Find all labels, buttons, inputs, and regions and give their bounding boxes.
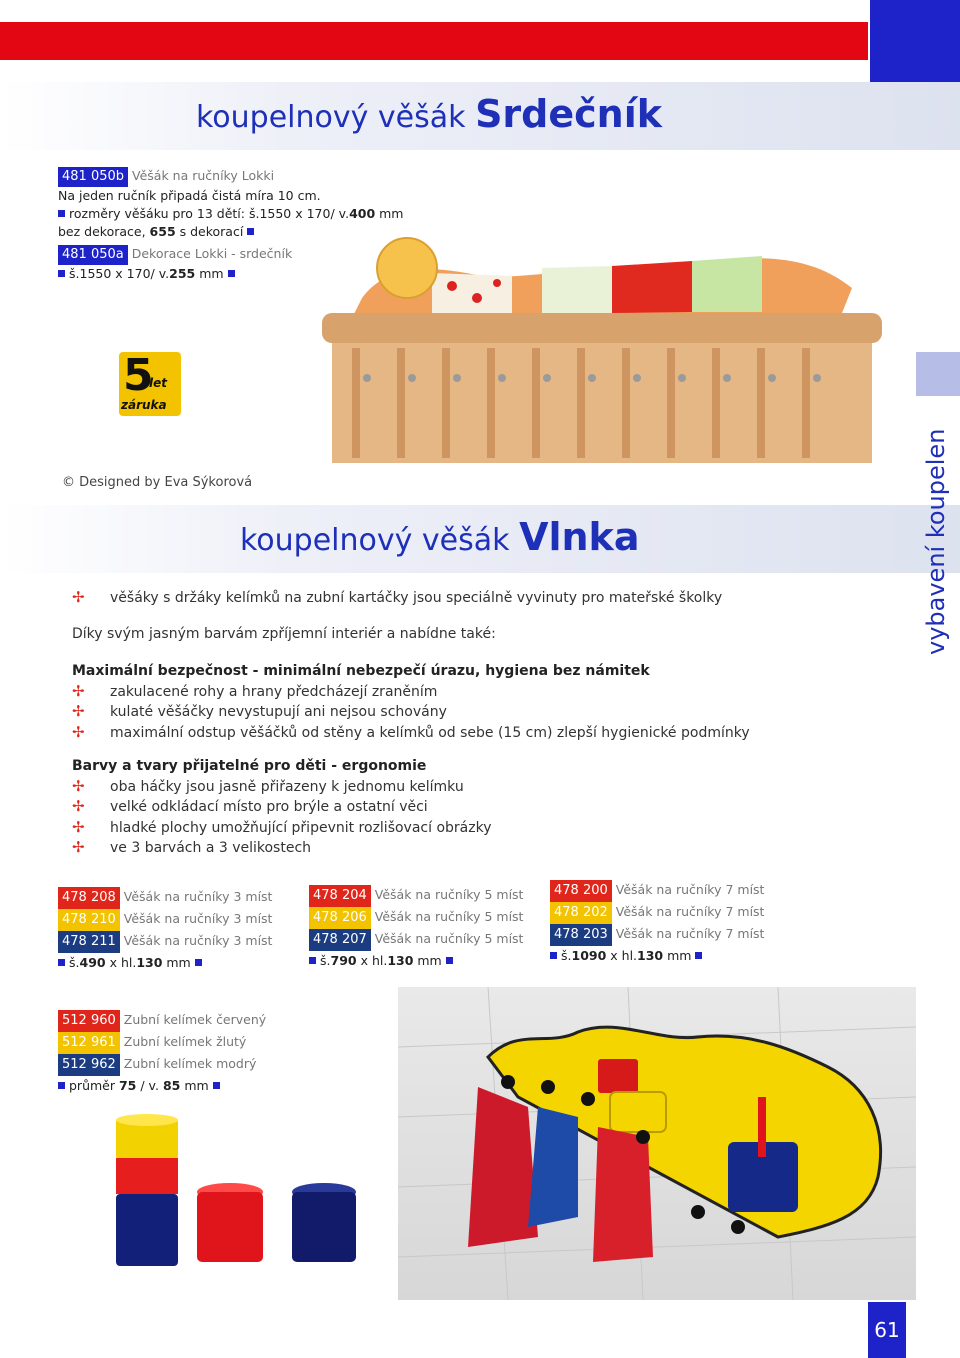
cross-bullet-icon: ✢ xyxy=(72,588,85,606)
text-value: ve 3 barvách a 3 velikostech xyxy=(110,840,312,856)
cups-product-photo xyxy=(108,1110,360,1280)
text-value: 655 xyxy=(149,224,176,239)
srdecnik-product-photo xyxy=(322,228,882,473)
side-section-label: vybavení koupelen xyxy=(922,428,950,655)
product-code-badge: 512 961 xyxy=(58,1032,120,1054)
product-group-3-places xyxy=(58,887,272,973)
text-value: Dekorace Lokki - srdečník xyxy=(131,246,293,261)
text-value: Věšák na ručníky 5 míst xyxy=(374,909,524,924)
text-value: x hl. xyxy=(606,948,638,963)
text-value: velké odkládací místo pro brýle a ostatní věci xyxy=(110,799,428,815)
text-value: Věšák na ručníky 7 míst xyxy=(615,882,765,897)
bullet-square-icon xyxy=(58,1082,65,1089)
bullet-square-icon xyxy=(309,957,316,964)
text-value: mm xyxy=(195,266,224,281)
text-value: 255 xyxy=(169,266,196,281)
vlnka-section-ergonomics xyxy=(72,757,492,859)
cross-bullet-icon: ✢ xyxy=(72,838,85,856)
srdecnik-item-2 xyxy=(58,245,292,283)
vlnka-photo-illustration xyxy=(398,987,916,1300)
text-value: hladké plochy umožňující připevnit rozlišovací obrázky xyxy=(110,819,492,836)
text-value: 85 xyxy=(162,1078,181,1093)
text-value: Zubní kelímek žlutý xyxy=(123,1034,247,1049)
cross-bullet-icon: ✢ xyxy=(72,722,85,741)
text-value: mm xyxy=(413,953,442,968)
cross-bullet-icon: ✢ xyxy=(72,776,85,795)
product-code-badge: 481 050b xyxy=(58,167,128,187)
cross-bullet-icon: ✢ xyxy=(72,702,85,720)
bullet-square-icon xyxy=(58,959,65,966)
text-value: Věšák na ručníky 7 míst xyxy=(615,904,765,919)
text-value: Srdečník xyxy=(475,92,663,136)
text-value: 790 xyxy=(330,953,357,968)
text-value: 1550 xyxy=(259,206,292,221)
product-code-badge: 478 202 xyxy=(550,902,612,924)
text-value: koupelnový věšák xyxy=(196,100,476,135)
text-value: oba háčky jsou jasně přiřazeny k jednomu kelímku xyxy=(110,778,464,795)
designer-credit: © Designed by Eva Sýkorová xyxy=(62,475,253,490)
text-value: x xyxy=(291,206,307,221)
text-value: 1550 xyxy=(79,266,112,281)
bullet-square-icon xyxy=(695,952,702,959)
product-code-badge: 478 206 xyxy=(309,907,371,929)
page-number: 61 xyxy=(868,1302,906,1358)
bullet-square-icon xyxy=(247,228,254,235)
text-value: zakulacené rohy a hrany předcházejí zraněním xyxy=(110,683,438,700)
text-value: Maximální bezpečnost - minimální nebezpečí úrazu, hygiena bez námitek xyxy=(72,663,650,679)
text-value: š. xyxy=(69,266,80,281)
text-value: Věšák na ručníky Lokki xyxy=(132,168,275,183)
text-value: záruka xyxy=(121,398,167,412)
product-code-badge: 478 204 xyxy=(309,885,371,907)
text-value: Věšák na ručníky 5 míst xyxy=(374,931,524,946)
text-value: x hl. xyxy=(356,953,388,968)
product-code-badge: 478 210 xyxy=(58,909,120,931)
text-value: průměr xyxy=(69,1078,119,1093)
text-value: mm xyxy=(162,955,191,970)
product-code-badge: 481 050a xyxy=(58,245,128,265)
vlnka-product-photo xyxy=(398,987,916,1300)
text-value: 170 xyxy=(126,266,151,281)
product-code-badge: 478 208 xyxy=(58,887,120,909)
product-code-badge: 478 207 xyxy=(309,929,371,951)
text-value: mm xyxy=(663,948,692,963)
text-value: 1090 xyxy=(571,948,607,963)
top-corner-blue-block xyxy=(870,0,960,82)
product-code-badge: 478 203 xyxy=(550,924,612,946)
text-value: / v. xyxy=(330,206,350,221)
text-value: bez dekorace, xyxy=(58,224,150,239)
text-value: 170 xyxy=(306,206,331,221)
text-value: 130 xyxy=(387,953,414,968)
text-value: rozměry věšáku pro 13 dětí: š. xyxy=(69,206,260,221)
product-code-badge: 478 211 xyxy=(58,931,120,953)
bullet-square-icon xyxy=(550,952,557,959)
product-code-badge: 478 200 xyxy=(550,880,612,902)
side-accent-block xyxy=(916,352,960,396)
product-code-badge: 512 960 xyxy=(58,1010,120,1032)
text-value: 130 xyxy=(637,948,664,963)
bullet-square-icon xyxy=(58,210,65,217)
text-value: Věšák na ručníky 3 míst xyxy=(123,933,273,948)
cross-bullet-icon: ✢ xyxy=(72,797,85,815)
text-value: maximální odstup věšáčků od stěny a kelímků od sebe (15 cm) zlepší hygienické podmínky xyxy=(110,724,750,741)
bullet-square-icon xyxy=(446,957,453,964)
product-group-cups xyxy=(58,1010,266,1096)
text-value: Věšák na ručníky 5 míst xyxy=(374,887,524,902)
bullet-square-icon xyxy=(228,270,235,277)
cross-bullet-icon: ✢ xyxy=(72,817,85,836)
text-value: Věšák na ručníky 3 míst xyxy=(123,889,273,904)
text-value: kulaté věšáčky nevystupují ani nejsou schovány xyxy=(110,704,447,720)
text-value: š. xyxy=(320,953,331,968)
text-value: / v. xyxy=(136,1078,163,1093)
text-value: Věšák na ručníky 3 míst xyxy=(123,911,273,926)
warranty-badge xyxy=(119,352,181,416)
text-value: 490 xyxy=(79,955,106,970)
bullet-square-icon xyxy=(195,959,202,966)
page-title-srdecnik xyxy=(196,92,662,136)
text-value: / v. xyxy=(150,266,170,281)
text-value: 5 xyxy=(123,350,154,401)
text-value: x hl. xyxy=(105,955,137,970)
text-value: Barvy a tvary přijatelné pro děti - ergonomie xyxy=(72,758,427,774)
text-value: koupelnový věšák xyxy=(240,523,520,558)
bullet-square-icon xyxy=(213,1082,220,1089)
text-value: x xyxy=(111,266,127,281)
text-value: Vlnka xyxy=(519,515,640,559)
product-group-7-places xyxy=(550,880,764,966)
text-value: mm xyxy=(375,206,404,221)
page-title-vlnka xyxy=(240,515,639,559)
top-red-bar xyxy=(0,22,868,60)
vlnka-lead: Díky svým jasným barvám zpříjemní interiér a nabídne také: xyxy=(72,626,496,642)
text-value: let xyxy=(149,376,167,390)
vlnka-section-safety xyxy=(72,662,750,743)
text-value: š. xyxy=(561,948,572,963)
text-value: Zubní kelímek červený xyxy=(123,1012,267,1027)
text-value: š. xyxy=(69,955,80,970)
text-value: 400 xyxy=(349,206,376,221)
bullet-square-icon xyxy=(58,270,65,277)
text-value: Na jeden ručník připadá čistá míra 10 cm. xyxy=(58,188,321,203)
text-value: Zubní kelímek modrý xyxy=(123,1056,257,1071)
product-group-5-places xyxy=(309,885,523,971)
text-value: Věšák na ručníky 7 míst xyxy=(615,926,765,941)
text-value: 130 xyxy=(136,955,163,970)
cross-bullet-icon: ✢ xyxy=(72,681,85,700)
text-value: mm xyxy=(180,1078,209,1093)
product-code-badge: 512 962 xyxy=(58,1054,120,1076)
vlnka-intro xyxy=(72,588,722,606)
text-value: 75 xyxy=(118,1078,137,1093)
text-value: s dekorací xyxy=(175,224,244,239)
text-value: věšáky s držáky kelímků na zubní kartáčky jsou speciálně vyvinuty pro mateřské školky xyxy=(110,590,723,606)
